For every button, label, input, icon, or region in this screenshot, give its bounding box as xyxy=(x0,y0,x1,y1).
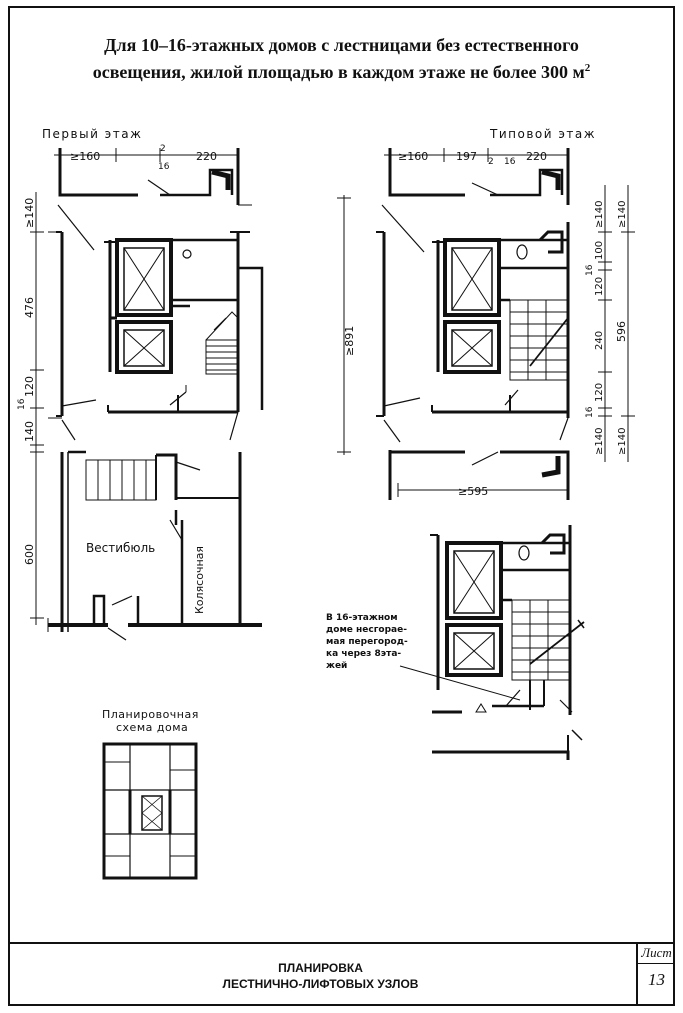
first-top-dim-1: ≥160 xyxy=(70,150,101,163)
note-line-3: мая перегород- xyxy=(326,637,408,647)
first-left-dim-3: 120 xyxy=(23,376,36,397)
first-left-dim-1: ≥140 xyxy=(23,197,36,228)
typical-floor-lift-shaft-large xyxy=(445,240,499,315)
first-left-dim-5: 140 xyxy=(23,421,36,442)
first-left-dim-4: 16 xyxy=(17,398,27,410)
title-line-1: Для 10–16-этажных домов с лестницами без естественного xyxy=(104,35,579,55)
title-line-2: освещения, жилой площадью в каждом этаже не более 300 м xyxy=(92,62,585,82)
first-top-dim-3: 16 xyxy=(158,162,170,172)
first-top-dim-2: 2 xyxy=(160,144,166,154)
typical-right-outer-dim-3: ≥140 xyxy=(617,427,628,455)
typical-left-dim: ≥891 xyxy=(343,325,356,356)
note-line-4: ка через 8эта- xyxy=(326,649,402,659)
typical-right-dim-7: 16 xyxy=(585,406,595,418)
typical-floor-label: Типовой этаж xyxy=(490,127,597,141)
scheme-label-line-1: Планировочная xyxy=(102,708,199,721)
note-line-2: доме несгорае- xyxy=(326,625,407,635)
typical-floor-stair xyxy=(510,300,568,380)
typical-top-dim-4: 16 xyxy=(504,157,516,167)
typical-bottom-dim: ≥595 xyxy=(458,485,489,498)
typical-right-dim-3: 16 xyxy=(585,264,595,276)
typical-top-dim-5: 220 xyxy=(526,150,547,163)
typical-right-outer-dim-2: 596 xyxy=(615,321,628,342)
typical-right-dim-4: 120 xyxy=(594,276,605,296)
note-line-5: жей xyxy=(326,661,348,671)
first-floor-entry-stair xyxy=(86,460,156,500)
typical-right-dim-1: ≥140 xyxy=(594,200,605,228)
scheme-label-line-2: схема дома xyxy=(116,721,189,734)
typical-right-outer-dim-1: ≥140 xyxy=(617,200,628,228)
first-left-dim-6: 600 xyxy=(23,544,36,565)
typical-right-dim-6: 120 xyxy=(594,382,605,402)
title-block xyxy=(8,942,675,1006)
typical-top-dim-2: 197 xyxy=(456,150,477,163)
title-superscript: 2 xyxy=(584,62,591,74)
room-label-vestibule: Вестибюль xyxy=(86,541,156,555)
typical-floor-plan xyxy=(337,127,635,500)
first-top-dim-4: 220 xyxy=(196,150,217,163)
sheet-number: 13 xyxy=(648,970,665,989)
first-left-dim-2: 476 xyxy=(23,297,36,318)
title-block-line-1: ПЛАНИРОВКА xyxy=(278,961,363,975)
typical-floor-toilet-icon xyxy=(517,245,527,259)
sheet-number-cell xyxy=(636,944,675,1006)
variant-lift-shaft-large xyxy=(447,543,501,618)
typical-top-dim-3: 2 xyxy=(488,157,494,167)
typical-right-dim-5: 240 xyxy=(594,330,605,350)
sixteen-floor-variant-plan xyxy=(326,525,584,760)
first-floor-stair xyxy=(206,312,238,374)
first-floor-lift-shaft-large xyxy=(117,240,171,315)
building-layout-scheme xyxy=(102,708,199,878)
sheet-label: Лист xyxy=(638,945,675,964)
typical-right-dim-8: ≥140 xyxy=(594,427,605,455)
first-floor-plan xyxy=(17,127,262,640)
note-line-1: В 16-этажном xyxy=(326,613,398,623)
title-block-line-2: ЛЕСТНИЧНО-ЛИФТОВЫХ УЗЛОВ xyxy=(222,977,419,991)
title-block-name xyxy=(8,960,633,992)
room-label-stroller: Колясочная xyxy=(193,545,206,614)
typical-top-dim-1: ≥160 xyxy=(398,150,429,163)
first-floor-label: Первый этаж xyxy=(42,127,143,141)
typical-right-dim-2: 100 xyxy=(594,240,605,260)
